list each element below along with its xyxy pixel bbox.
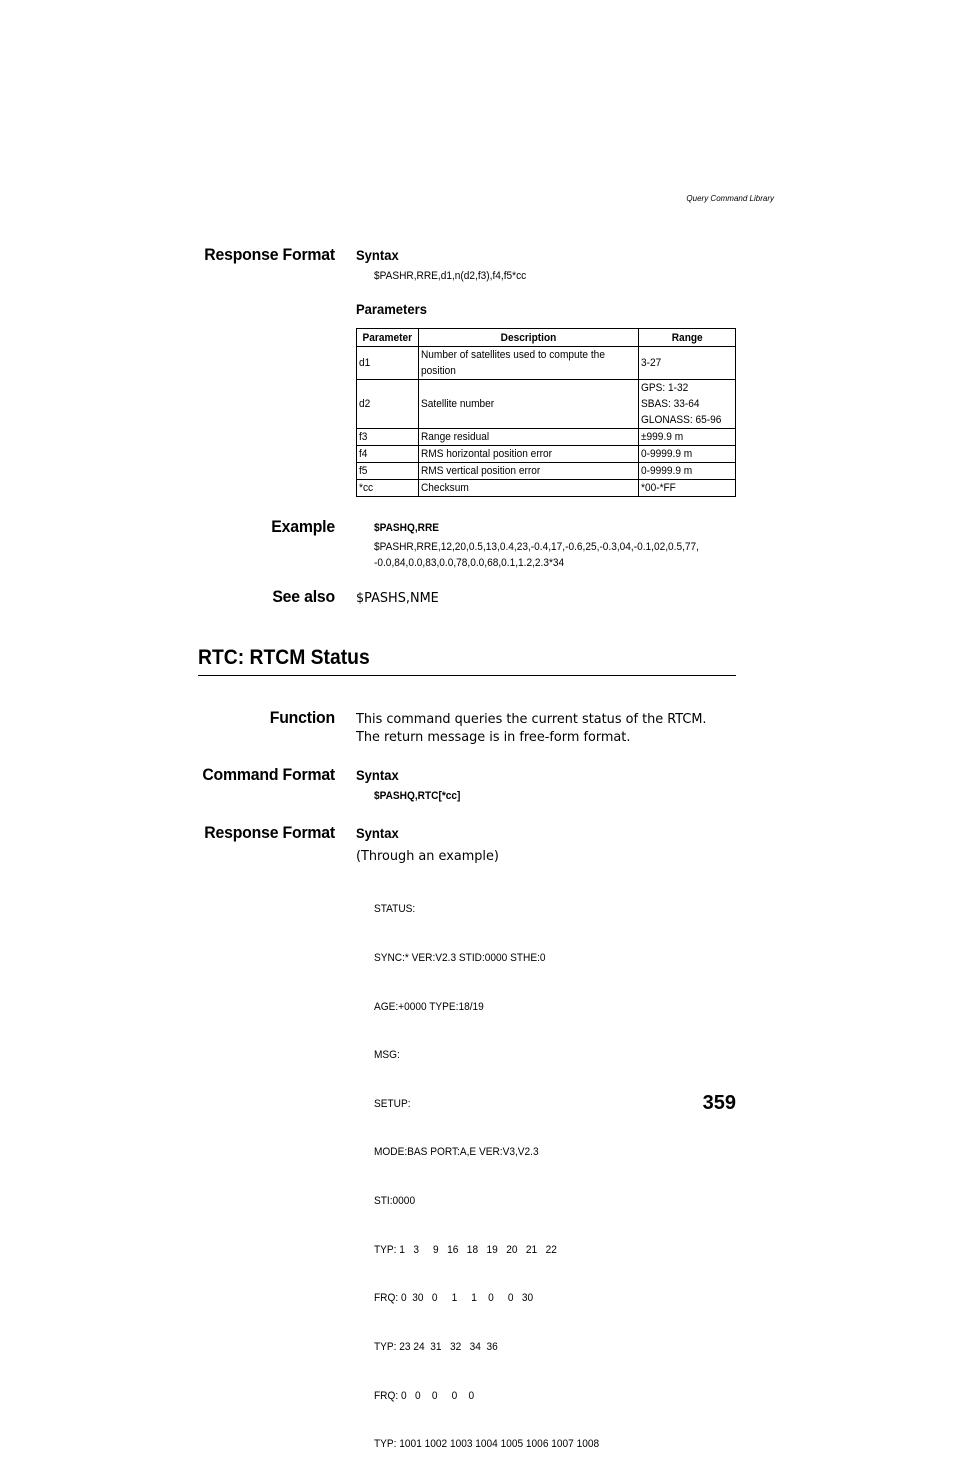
table-row (357, 347, 736, 380)
range-cell: 0-9999.9 m (638, 463, 735, 480)
column-header-range: Range (638, 329, 735, 347)
command-syntax: $PASHQ,RTC[*cc] (374, 790, 461, 802)
param-cell: f3 (357, 429, 419, 446)
response-line: TYP: 1001 1002 1003 1004 1005 1006 1007 1008 (374, 1438, 600, 1451)
param-cell: d2 (357, 380, 419, 429)
response-line: FRQ: 0 0 0 0 0 (374, 1389, 475, 1402)
description-cell: Checksum (418, 480, 638, 497)
column-header-parameter: Parameter (357, 329, 419, 347)
function-description: This command queries the current status of the RTCM. The return message is in free-form format. (356, 712, 707, 745)
table-row (357, 380, 736, 429)
description-cell: Number of satellites used to compute the position (418, 347, 638, 380)
column-header-description: Description (418, 329, 638, 347)
example-response-line: -0.0,84,0.0,83,0.0,78,0.0,68,0.1,1.2,2.3*34 (374, 557, 565, 569)
table-row (357, 480, 736, 497)
example-response (374, 539, 699, 571)
response-line: STI:0000 (374, 1195, 416, 1208)
response-line: TYP: 23 24 31 32 34 36 (374, 1340, 498, 1353)
response-line: SETUP: (374, 1097, 411, 1110)
param-cell: f4 (357, 446, 419, 463)
param-cell: *cc (357, 480, 419, 497)
range-cell: GPS: 1-32 SBAS: 33-64 GLONASS: 65-96 (638, 380, 735, 429)
response-line: AGE:+0000 TYPE:18/19 (374, 1000, 484, 1013)
command-syntax-heading: Syntax (356, 767, 399, 783)
rtc-response-format-label: Response Format (204, 823, 335, 842)
response-line: MODE:BAS PORT:A,E VER:V3,V2.3 (374, 1146, 539, 1159)
param-cell: f5 (357, 463, 419, 480)
see-also-label: See also (272, 587, 335, 606)
command-format-label: Command Format (202, 765, 335, 784)
example-response-line: $PASHR,RRE,12,20,0.5,13,0.4,23,-0.4,17,-0.6,25,-0.3,04,-0.1,02,0.5,77, (374, 541, 699, 553)
response-line: MSG: (374, 1049, 400, 1062)
table-row (357, 463, 736, 480)
parameters-heading: Parameters (356, 301, 427, 317)
running-head: Query Command Library (686, 194, 774, 203)
rre-syntax: $PASHR,RRE,d1,n(d2,f3),f4,f5*cc (374, 270, 527, 282)
section-divider (198, 675, 736, 676)
description-cell: RMS vertical position error (418, 463, 638, 480)
section-title: RTC: RTCM Status (198, 646, 370, 669)
response-example-block (374, 869, 599, 1469)
param-cell: d1 (357, 347, 419, 380)
description-cell: Range residual (418, 429, 638, 446)
function-label: Function (269, 708, 335, 727)
example-command: $PASHQ,RRE (374, 522, 440, 534)
example-label: Example (271, 517, 335, 536)
parameters-table (356, 328, 736, 497)
response-line: SYNC:* VER:V2.3 STID:0000 STHE:0 (374, 952, 546, 965)
table-header-row (357, 329, 736, 347)
range-cell: 0-9999.9 m (638, 446, 735, 463)
see-also-link[interactable]: $PASHS,NME (356, 591, 439, 606)
response-note: (Through an example) (356, 849, 499, 864)
table-row (357, 429, 736, 446)
description-cell: RMS horizontal position error (418, 446, 638, 463)
response-format-label: Response Format (204, 245, 335, 264)
response-line: TYP: 1 3 9 16 18 19 20 21 22 (374, 1243, 557, 1256)
page-number: 359 (702, 1092, 736, 1114)
table-row (357, 446, 736, 463)
response-syntax-heading: Syntax (356, 825, 399, 841)
range-cell: ±999.9 m (638, 429, 735, 446)
response-line: STATUS: (374, 903, 416, 916)
response-line: FRQ: 0 30 0 1 1 0 0 30 (374, 1292, 534, 1305)
description-cell: Satellite number (418, 380, 638, 429)
range-cell: *00-*FF (638, 480, 735, 497)
syntax-heading: Syntax (356, 247, 399, 263)
range-cell: 3-27 (638, 347, 735, 380)
